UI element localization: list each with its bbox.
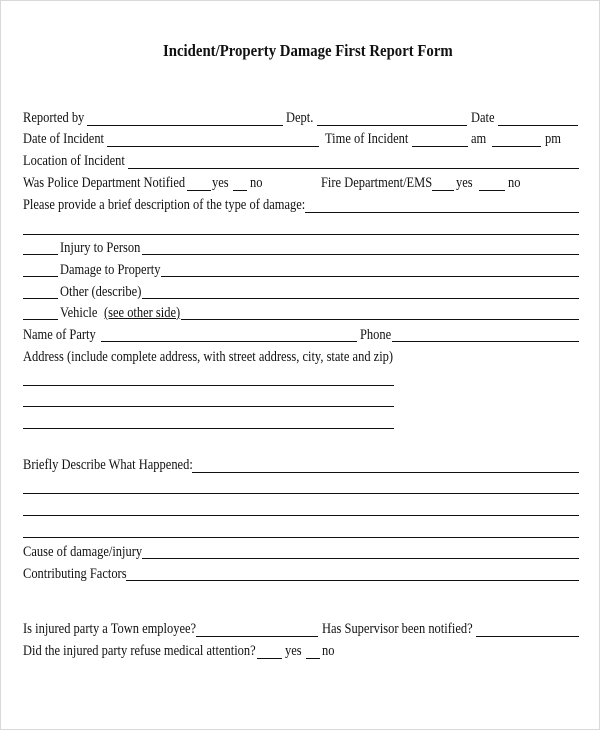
dept-field[interactable]: [317, 125, 467, 126]
fire-no-blank[interactable]: [479, 190, 505, 191]
reported-by-label: Reported by: [23, 110, 85, 126]
happened-label: Briefly Describe What Happened:: [23, 457, 193, 473]
location-label: Location of Incident: [23, 153, 125, 169]
address-line-2[interactable]: [23, 406, 394, 407]
dept-label: Dept.: [286, 110, 314, 126]
date-of-incident-field[interactable]: [107, 146, 319, 147]
time-of-incident-label: Time of Incident: [325, 131, 409, 147]
other-field[interactable]: [142, 298, 579, 299]
refuse-no-blank[interactable]: [306, 658, 320, 659]
fire-label: Fire Department/EMS: [321, 175, 433, 191]
police-label: Was Police Department Notified: [23, 175, 186, 191]
refuse-no-label: no: [322, 643, 335, 659]
phone-label: Phone: [360, 327, 392, 343]
time-minute-field[interactable]: [492, 146, 541, 147]
supervisor-field[interactable]: [476, 636, 579, 637]
location-field[interactable]: [128, 168, 579, 169]
vehicle-note-link[interactable]: (see other side): [104, 305, 181, 321]
injury-label: Injury to Person: [60, 240, 141, 256]
police-yes-label: yes: [212, 175, 229, 191]
date-label: Date: [471, 110, 495, 126]
factors-field[interactable]: [126, 580, 579, 581]
injury-field[interactable]: [142, 254, 579, 255]
vehicle-check-blank[interactable]: [23, 319, 58, 320]
fire-yes-label: yes: [456, 175, 473, 191]
party-name-label: Name of Party: [23, 327, 96, 343]
vehicle-field[interactable]: [181, 319, 579, 320]
other-check-blank[interactable]: [23, 298, 58, 299]
form-title: Incident/Property Damage First Report Form: [163, 41, 453, 60]
injury-check-blank[interactable]: [23, 254, 58, 255]
refuse-yes-label: yes: [285, 643, 302, 659]
property-label: Damage to Property: [60, 262, 161, 278]
property-field[interactable]: [161, 276, 579, 277]
police-no-blank[interactable]: [233, 190, 247, 191]
happened-field[interactable]: [192, 472, 579, 473]
am-label: am: [471, 131, 487, 147]
time-hour-field[interactable]: [412, 146, 468, 147]
vehicle-label: Vehicle: [60, 305, 98, 321]
damage-desc-field[interactable]: [305, 212, 579, 213]
property-check-blank[interactable]: [23, 276, 58, 277]
police-no-label: no: [250, 175, 263, 191]
damage-desc-line-2[interactable]: [23, 234, 579, 235]
cause-field[interactable]: [142, 558, 579, 559]
happened-line-4[interactable]: [23, 537, 579, 538]
damage-desc-label: Please provide a brief description of the type of damage:: [23, 197, 306, 213]
fire-yes-blank[interactable]: [432, 190, 454, 191]
date-field[interactable]: [498, 125, 578, 126]
date-of-incident-label: Date of Incident: [23, 131, 105, 147]
police-yes-blank[interactable]: [187, 190, 211, 191]
address-label: Address (include complete address, with street address, city, state and zip): [23, 349, 394, 365]
address-line-3[interactable]: [23, 428, 394, 429]
town-employee-field[interactable]: [196, 636, 318, 637]
cause-label: Cause of damage/injury: [23, 544, 143, 560]
happened-line-2[interactable]: [23, 493, 579, 494]
party-name-field[interactable]: [101, 341, 357, 342]
refuse-yes-blank[interactable]: [257, 658, 282, 659]
reported-by-field[interactable]: [87, 125, 283, 126]
fire-no-label: no: [508, 175, 521, 191]
refuse-label: Did the injured party refuse medical attention?: [23, 643, 256, 659]
happened-line-3[interactable]: [23, 515, 579, 516]
address-line-1[interactable]: [23, 385, 394, 386]
pm-label: pm: [545, 131, 561, 147]
phone-field[interactable]: [392, 341, 579, 342]
town-employee-label: Is injured party a Town employee?: [23, 621, 197, 637]
other-label: Other (describe): [60, 284, 142, 300]
factors-label: Contributing Factors: [23, 566, 127, 582]
supervisor-label: Has Supervisor been notified?: [322, 621, 473, 637]
